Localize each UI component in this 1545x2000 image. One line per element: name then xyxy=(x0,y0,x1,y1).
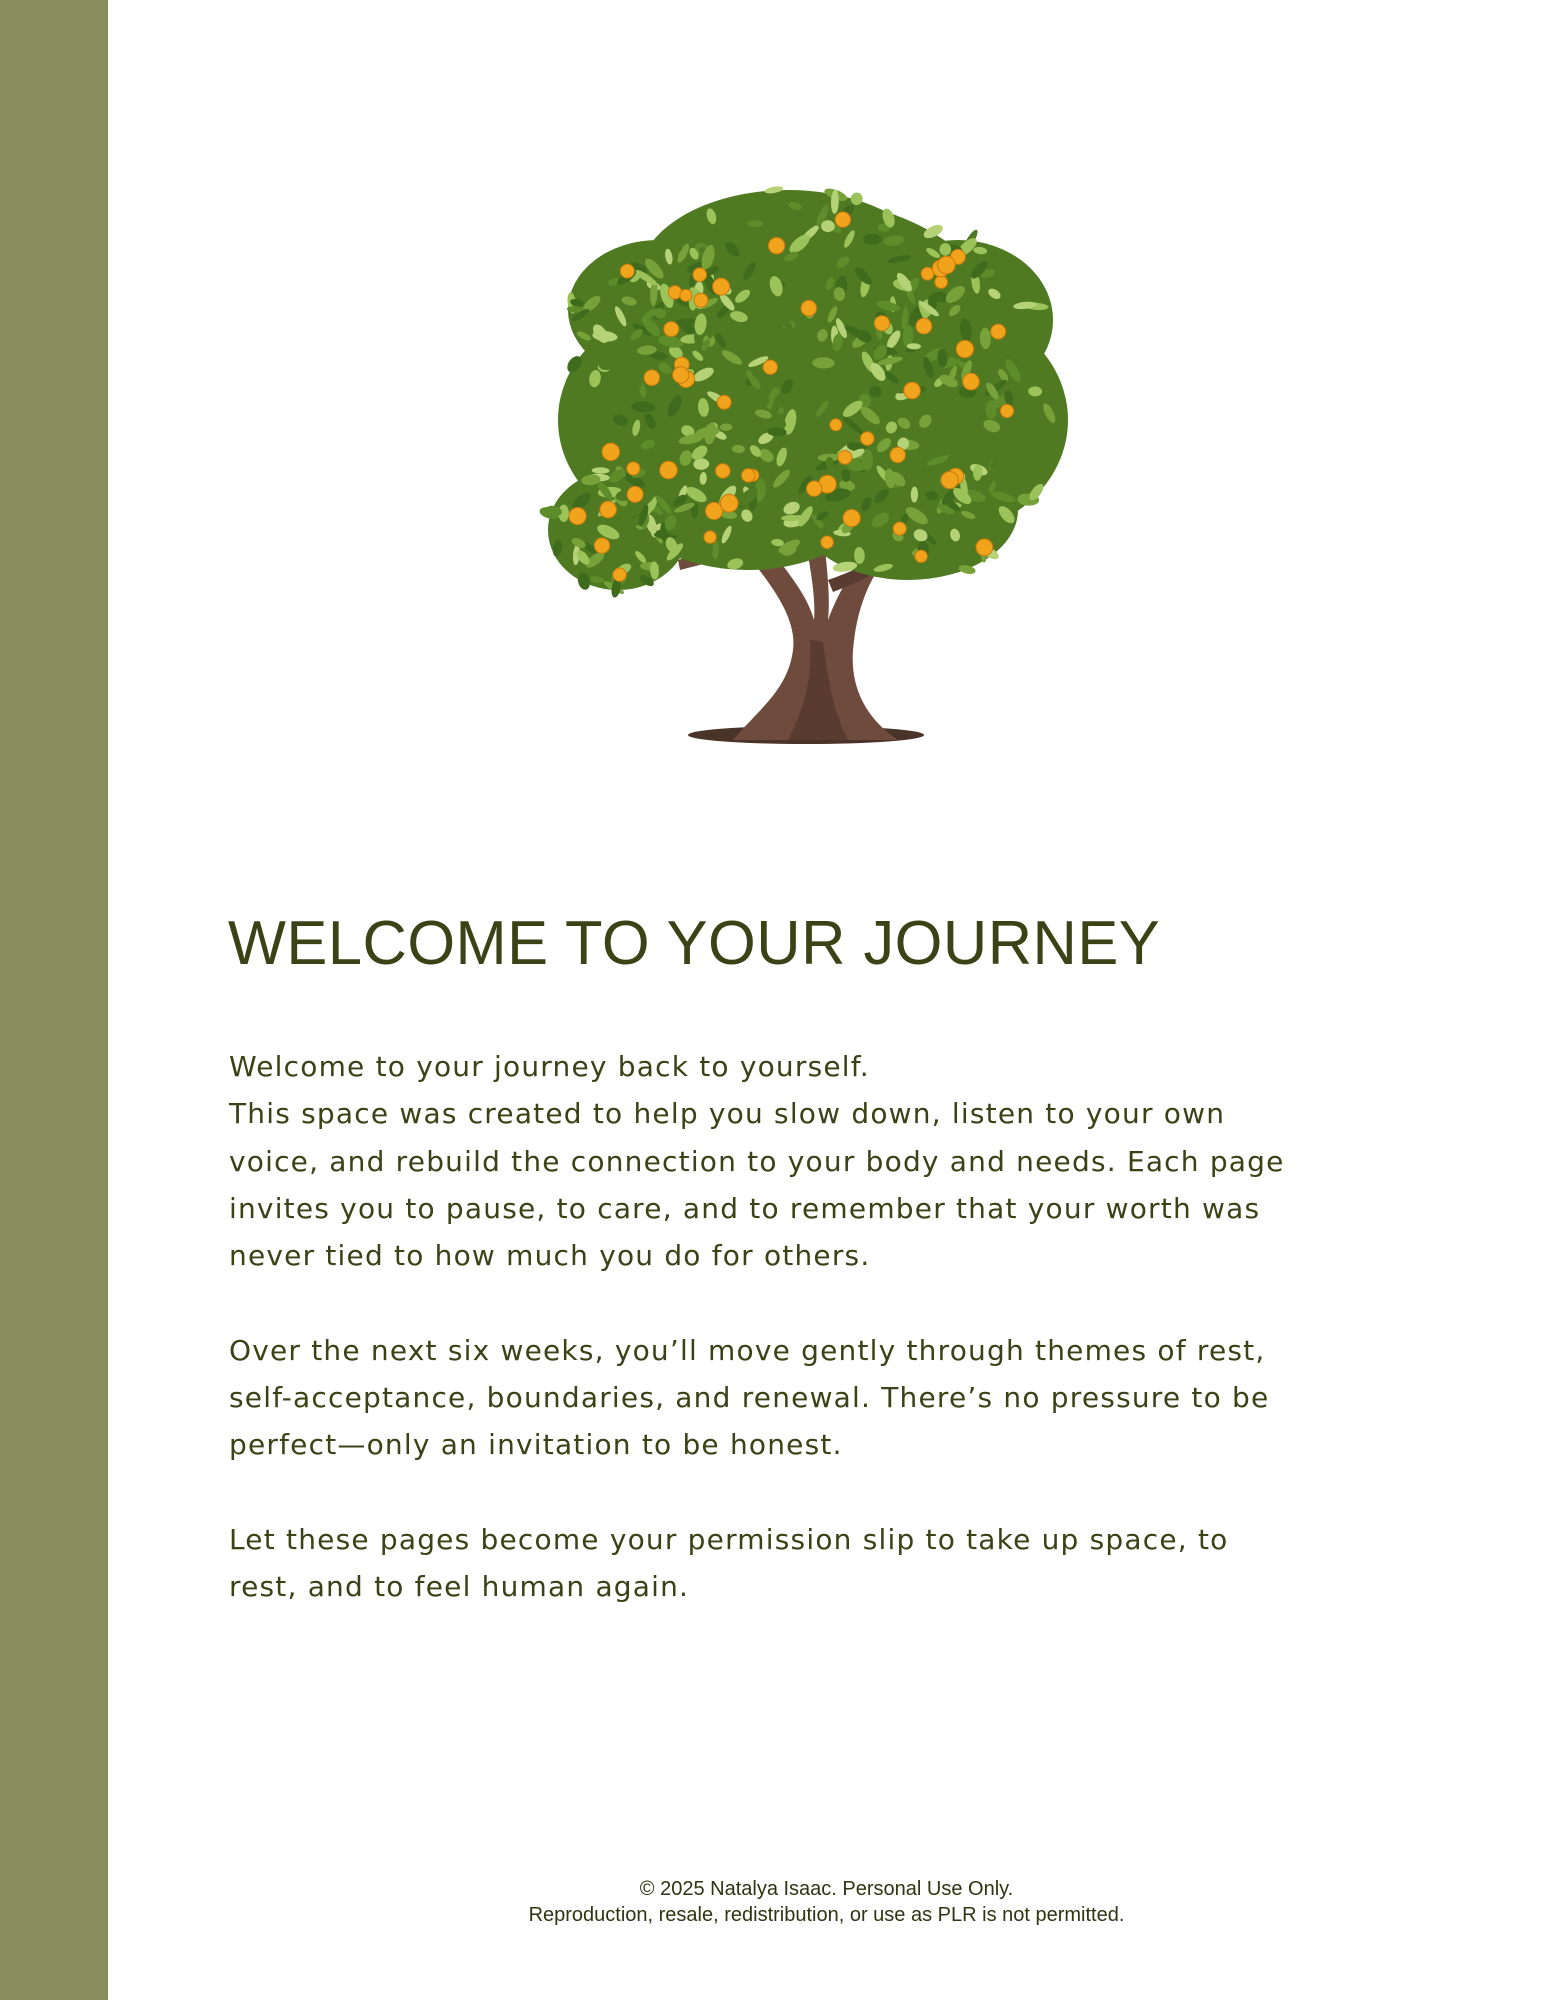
intro-paragraph-3 xyxy=(229,1516,1409,1611)
text-line: voice, and rebuild the connection to your body and needs. Each page xyxy=(229,1144,1285,1178)
text-line: perfect—only an invitation to be honest. xyxy=(229,1428,843,1462)
text-line: self-acceptance, boundaries, and renewal. There’s no pressure to be xyxy=(229,1381,1270,1415)
side-color-bar xyxy=(0,0,108,2000)
orange-tree-illustration xyxy=(488,150,1133,750)
copyright-line: © 2025 Natalya Isaac. Personal Use Only. xyxy=(639,1878,1014,1900)
page-title: WELCOME TO YOUR JOURNEY xyxy=(228,909,1161,978)
usage-notice-line: Reproduction, resale, redistribution, or use as PLR is not permitted. xyxy=(528,1904,1125,1926)
text-line: This space was created to help you slow down, listen to your own xyxy=(229,1097,1226,1131)
text-line: Welcome to your journey back to yourself. xyxy=(229,1050,870,1083)
intro-text xyxy=(229,1043,1409,1611)
text-line: invites you to pause, to care, and to remember that your worth was xyxy=(229,1191,1261,1225)
text-line: Over the next six weeks, you’ll move gently through themes of rest, xyxy=(229,1333,1266,1367)
copyright-footer xyxy=(108,1876,1545,1928)
intro-paragraph-2 xyxy=(229,1327,1409,1469)
orange-tree-icon xyxy=(488,150,1133,750)
text-line: Let these pages become your permission slip to take up space, to xyxy=(229,1522,1229,1556)
text-line: rest, and to feel human again. xyxy=(229,1570,690,1604)
intro-paragraph-1 xyxy=(229,1043,1409,1279)
text-line: never tied to how much you do for others. xyxy=(229,1239,871,1273)
